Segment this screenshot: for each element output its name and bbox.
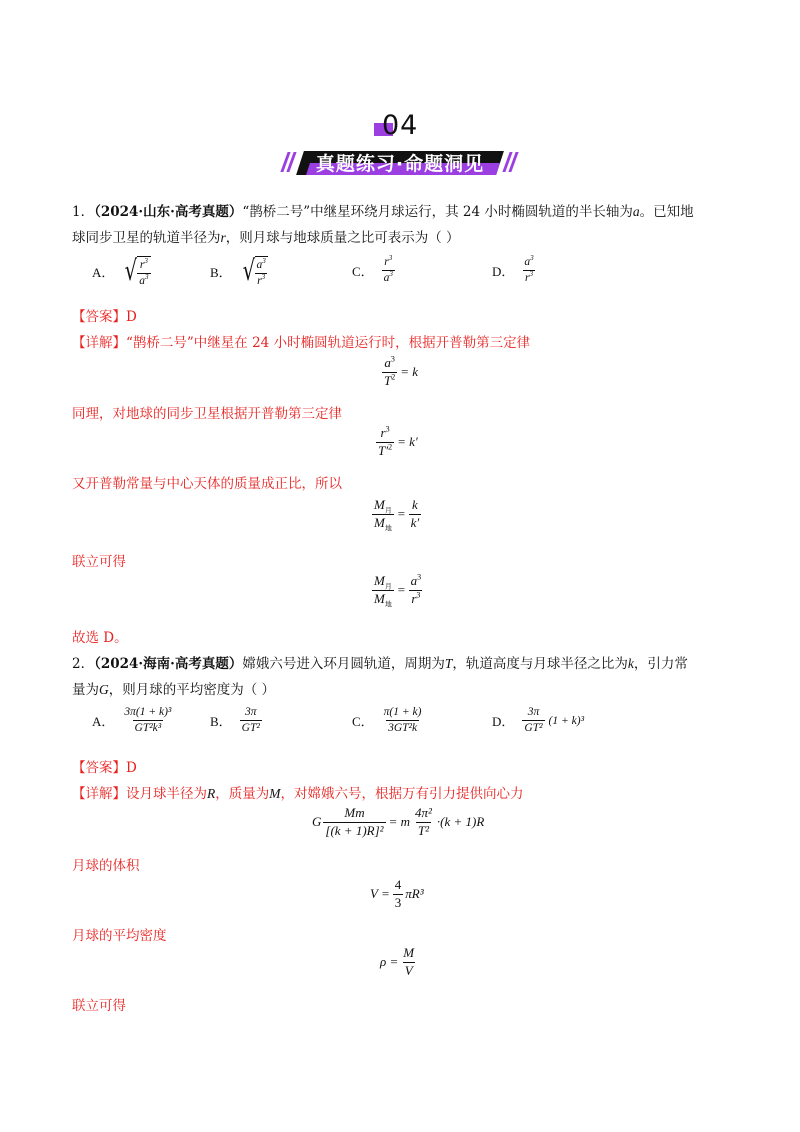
q2-equation-2: V = $\frac{4}{3}$ πR³ <box>370 877 424 910</box>
option-label: D． <box>492 264 515 280</box>
q1-equation-2: $\frac{r^3}{T'^2}$ = k′ <box>378 424 418 458</box>
option-label: D． <box>492 714 515 730</box>
q2-option-b[interactable]: B． $\frac{3\pi}{\text{GT²}}$ <box>210 706 260 735</box>
q1-conclusion: 故选 D。 <box>72 630 128 646</box>
q2-stem-line1 <box>72 652 688 672</box>
option-label: C． <box>352 264 374 280</box>
q1-text: ，则月球与地球质量之比可表示为（ ） <box>225 230 460 246</box>
q1-number: 1． <box>72 204 95 220</box>
q1-detail-line1 <box>72 331 530 351</box>
q2-detail-line1 <box>72 782 524 802</box>
q1-detail-line4: 联立可得 <box>72 554 126 570</box>
q1-equation-1: $\frac{a^3}{T^2}$ = k <box>384 354 419 388</box>
q2-text: ，引力常 <box>633 656 688 672</box>
option-label: B． <box>210 714 232 730</box>
detail-label: 【详解】 <box>72 786 126 802</box>
detail-text: ，质量为 <box>215 786 270 802</box>
q2-source: （2024·海南·高考真题） <box>94 656 243 672</box>
q2-stem-line2 <box>72 678 275 698</box>
q2-option-d[interactable]: D． $\frac{3\pi}{\text{GT²}}$ (1 + k)³ <box>492 706 585 735</box>
q1-source: （2024·山东·高考真题） <box>94 204 243 220</box>
option-suffix: (1 + k)³ <box>548 714 585 727</box>
q2-detail-line3: 月球的平均密度 <box>72 928 167 944</box>
sqrt-sign: √ $\frac{a^3}{r^3}$ <box>240 252 268 290</box>
q1-var-a: a <box>632 204 640 219</box>
q2-option-a[interactable]: A． $\frac{\text{3π(1 + k)³}}{\text{GT²k³}}$ <box>92 706 172 735</box>
q1-stem-line2 <box>72 226 460 246</box>
sqrt-sign: √ $\frac{r^3}{a^3}$ <box>122 252 150 290</box>
section-number <box>372 110 428 144</box>
q2-text: ，则月球的平均密度为（ ） <box>108 682 276 698</box>
q1-equation-3: $\frac{M_月}{M_地}$ = $\frac{k}{k'}$ <box>374 497 420 533</box>
detail-text: 设月球半径为 <box>126 786 207 802</box>
q2-equation-1: G $\frac{Mm}{\text{[(k + 1)R]²}}$ = m $\frac{\text{4π²}}{\text{T²}}$ ·(k + 1)R <box>312 805 485 838</box>
q2-var-R: R <box>207 786 216 801</box>
q1-answer: 【答案】D <box>72 309 137 325</box>
section-title: 真题练习·命题洞见 <box>315 153 485 175</box>
q2-var-M: M <box>269 786 281 801</box>
q1-detail-line3: 又开普勒常量与中心天体的质量成正比，所以 <box>72 476 342 492</box>
section-number-text: 04 <box>382 110 419 141</box>
section-title-banner <box>278 146 522 178</box>
q1-option-b[interactable] <box>210 252 268 290</box>
q2-detail-line4: 联立可得 <box>72 998 126 1014</box>
q1-detail-line2: 同理，对地球的同步卫星根据开普勒第三定律 <box>72 406 342 422</box>
q2-text: 嫦娥六号进入环月圆轨道，周期为 <box>242 656 445 672</box>
q1-stem-line1 <box>72 200 694 220</box>
q2-var-k: k <box>627 656 634 671</box>
q2-text: ，轨道高度与月球半径之比为 <box>452 656 628 672</box>
option-label: B． <box>210 264 232 280</box>
q1-option-d[interactable]: D． $\frac{a^3}{r^3}$ <box>492 254 534 285</box>
q2-option-c[interactable]: C． $\frac{\pi(1 + k)}{\text{3GT²k}}$ <box>352 706 422 735</box>
q2-number: 2． <box>72 656 95 672</box>
q1-option-a[interactable] <box>92 252 151 290</box>
detail-text: “鹊桥二号”中继星在 24 小时椭圆轨道运行时，根据开普勒第三定律 <box>126 335 531 351</box>
q1-text: 球同步卫星的轨道半径为 <box>72 230 221 246</box>
q2-text: 量为 <box>72 682 99 698</box>
option-label: C． <box>352 714 374 730</box>
q1-equation-4: $\frac{M_月}{M_地}$ = $\frac{a^3}{r^3}$ <box>374 572 422 609</box>
detail-text: ，对嫦娥六号，根据万有引力提供向心力 <box>280 786 524 802</box>
q2-var-T: T <box>444 656 453 671</box>
q1-option-c[interactable]: C． $\frac{r^3}{a^3}$ <box>352 254 393 285</box>
q1-var-r: r <box>220 230 226 245</box>
q1-text: 。已知地 <box>639 204 694 220</box>
q2-detail-line2: 月球的体积 <box>72 858 140 874</box>
q2-answer: 【答案】D <box>72 760 137 776</box>
option-label: A． <box>92 264 115 280</box>
q2-equation-3: ρ = $\frac{M}{V}$ <box>380 945 415 978</box>
option-label: A． <box>92 714 115 730</box>
detail-label: 【详解】 <box>72 335 126 351</box>
q2-var-G: G <box>99 682 109 697</box>
q1-text: “鹊桥二号”中继星环绕月球运行，其 24 小时椭圆轨道的半长轴为 <box>242 204 633 220</box>
